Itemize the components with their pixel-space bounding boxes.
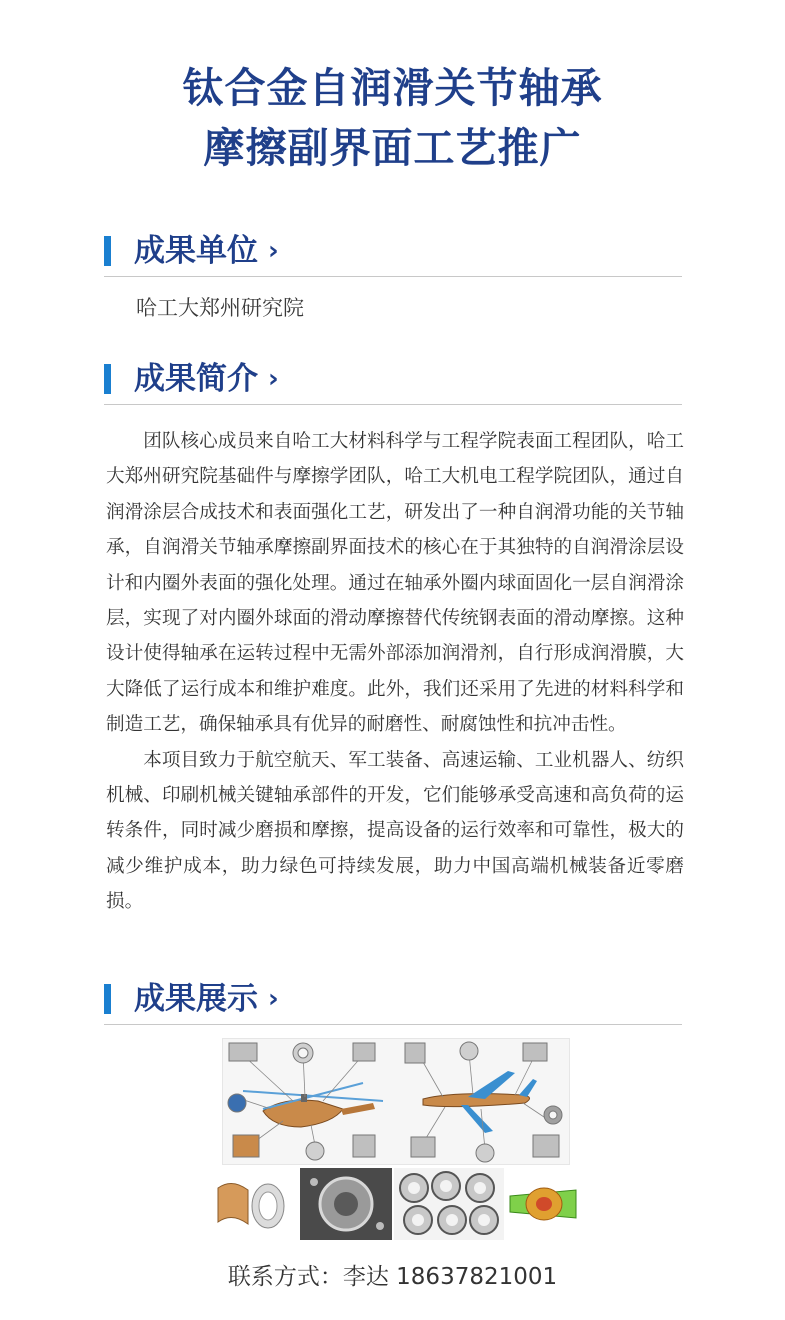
section-header-showcase <box>104 976 682 1025</box>
bearing-machining-image <box>300 1168 392 1240</box>
intro-paragraph-1: 团队核心成员来自哈工大材料科学与工程学院表面工程团队，哈工大郑州研究院基础件与摩擦学团队，哈工大机电工程学院团队，通过自润滑涂层合成技术和表面强化工艺，研发出了一种自润滑功能的关节轴承，自润滑关节轴承摩擦副界面技术的核心在于其独特的自润滑涂层设计和内圈外表面的强化处理。通过在轴承外圈内球面固化一层自润滑涂层，实现了对内圈外球面的滑动摩擦替代传统钢表面的滑动摩擦。这种设计使得轴承在运转过程中无需外部添加润滑剂，自行形成润滑膜，大大降低了运行成本和维护难度。此外，我们还采用了先进的材料科学和制造工艺，确保轴承具有优异的耐磨性、耐腐蚀性和抗冲击性。 <box>106 431 684 736</box>
contact-info: 联系方式：李达 18637821001 <box>227 1264 558 1290</box>
bearing-simulation-image <box>506 1168 580 1240</box>
page-title-line1: 钛合金自润滑关节轴承 <box>182 64 603 112</box>
chevron-right-icon: › <box>268 984 279 1014</box>
organization-name: 哈工大郑州研究院 <box>136 296 304 320</box>
chevron-right-icon: › <box>268 364 279 394</box>
airplane-image <box>423 1071 537 1133</box>
intro-paragraph-2: 本项目致力于航空航天、军工装备、高速运输、工业机器人、纺织机械、印刷机械关键轴承部件的开发，它们能够承受高速和高负荷的运转条件，同时减少磨损和摩擦，提高设备的运行效率和可靠性，极大的减少维护成本，助力绿色可持续发展，助力中国高端机械装备近零磨损。 <box>106 749 684 913</box>
section-header-intro <box>104 356 682 405</box>
application-illustration <box>222 1038 570 1165</box>
page-title <box>0 58 785 178</box>
section-header-unit <box>104 228 682 277</box>
intro-text <box>106 424 684 920</box>
spherical-bearings-image <box>394 1168 504 1240</box>
section-title-showcase: 成果展示 <box>134 981 258 1017</box>
section-title-unit: 成果单位 <box>134 233 258 269</box>
section-accent-bar <box>104 236 111 266</box>
helicopter-image <box>243 1083 383 1127</box>
section-accent-bar <box>104 984 111 1014</box>
bearing-bushing-image <box>212 1168 290 1240</box>
page-title-line2: 摩擦副界面工艺推广 <box>203 124 582 172</box>
section-title-intro: 成果简介 <box>134 361 258 397</box>
chevron-right-icon: › <box>268 236 279 266</box>
section-accent-bar <box>104 364 111 394</box>
